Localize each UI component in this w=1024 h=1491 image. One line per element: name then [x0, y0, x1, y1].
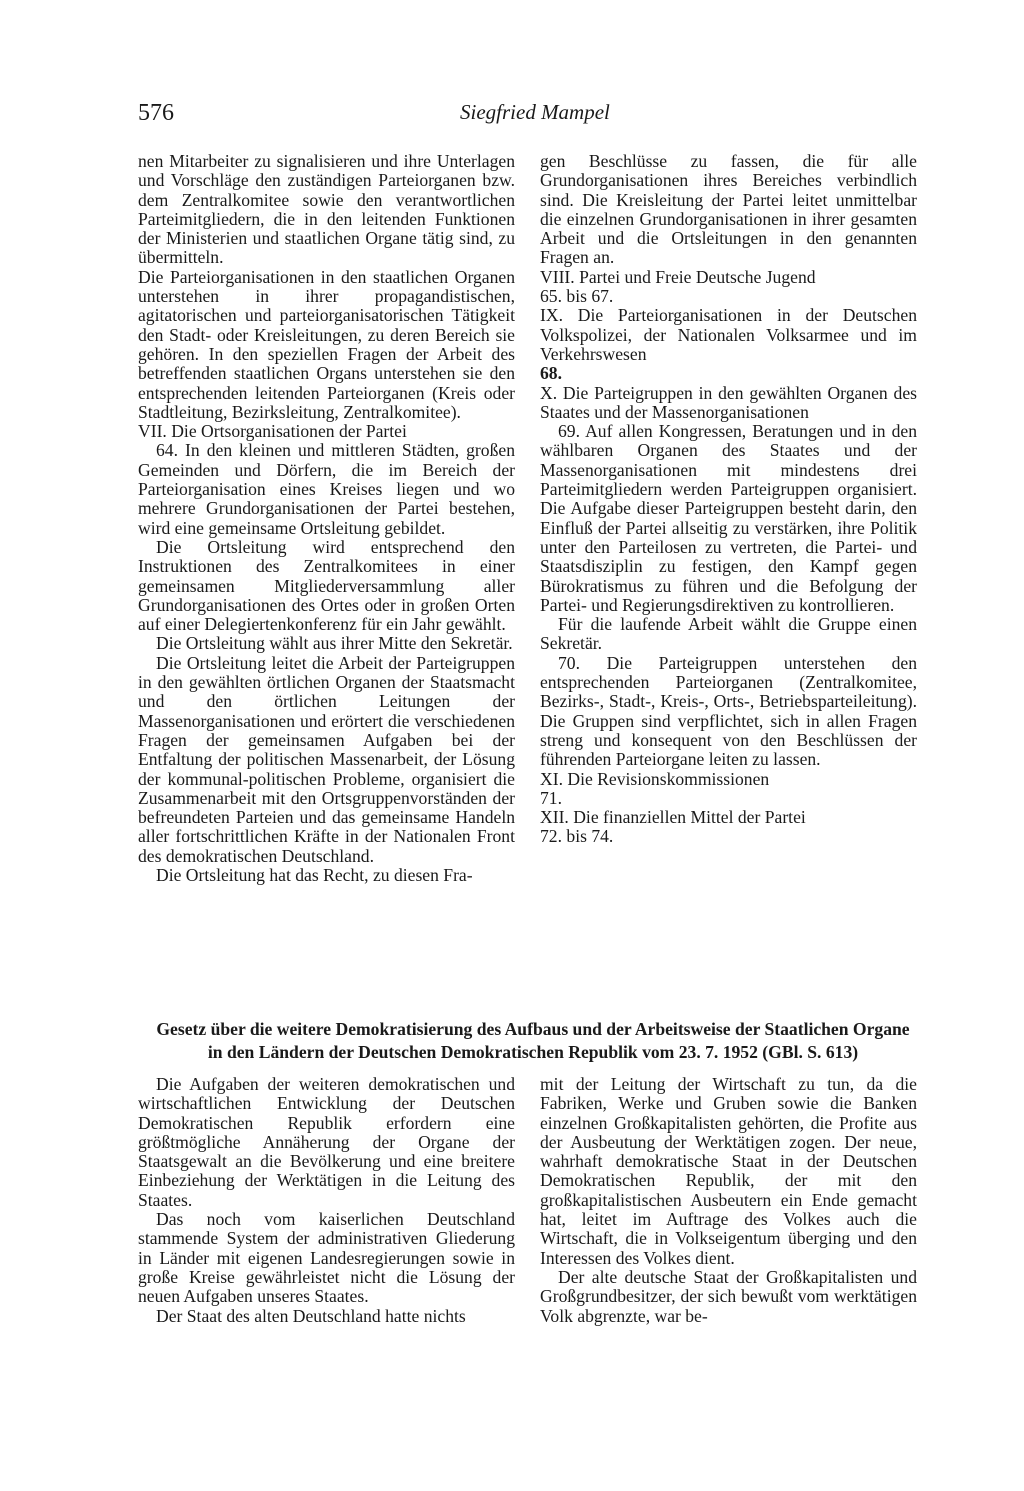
- paragraph: Der Staat des alten Deutschland hatte nichts: [156, 1305, 466, 1326]
- paragraph: Das noch vom kaiserlichen Deutschland stammende System der administrativen Gliederung in Länder mit eigenen Landesregierungen sowie in große Kreise gewährleistet nicht die Lösung der neuen Aufgaben unseres Staates.: [138, 1209, 515, 1307]
- paragraph: mit der Leitung der Wirtschaft zu tun, da die Fabriken, Werke und Gruben sowie die Banken einzelnen Großkapitalisten gehörten, die Profite aus der Ausbeutung der Werktätigen zogen. Der neue, wahrhaft demokratische Staat in der Deutschen Demokratischen Republik, der mit den großkapitalistischen Ausbeutern ein Ende gemacht hat, leitet im Auftrage des Volkes auch die Wirtschaft, die in Volkseigentum überging und den Interessen des Volkes dient.: [540, 1074, 917, 1268]
- section-number: 71.: [540, 787, 562, 808]
- section-number: 72. bis 74.: [540, 826, 614, 847]
- paragraph: Die Aufgaben der weiteren demokratischen und wirtschaftlichen Entwicklung der Deutschen Demokratischen Republik erfordern eine größtmögliche Annäherung der Organe der Staatsgewalt an die Bevölkerung und eine breitere Einbeziehung der Werktätigen in die Leitung des Staates.: [138, 1074, 515, 1210]
- section-heading: XII. Die finanziellen Mittel der Partei: [540, 807, 806, 828]
- section-heading: VIII. Partei und Freie Deutsche Jugend: [540, 266, 816, 287]
- law-title-line-2: in den Ländern der Deutschen Demokratischen Republik vom 23. 7. 1952 (GBl. S. 613): [207, 1042, 859, 1062]
- paragraph: Die Ortsleitung leitet die Arbeit der Parteigruppen in den gewählten örtlichen Organen der Staatsmacht und den örtlichen Leitungen der Massenorganisationen und erörtert die verschiedenen Fragen der gemeinsamen Aufgaben bei der Entfaltung der politischen Massenarbeit, der Lösung der kommunal-politischen Probleme, organisiert die Zusammenarbeit mit den Ortsgruppenvorständen der befreundeten Parteien und das gemeinsame Handeln aller fortschrittlichen Kräfte in der Nationalen Front des demokratischen Deutschland.: [138, 652, 515, 866]
- section-heading: IX. Die Parteiorganisationen in der Deutschen Volkspolizei, der Nationalen Volksarmee und im Verkehrswesen: [540, 305, 917, 364]
- running-head: Siegfried Mampel: [460, 100, 610, 124]
- section-number: 68.: [540, 363, 562, 384]
- paragraph: 70. Die Parteigruppen unterstehen den entsprechenden Parteiorganen (Zentralkomitee, Bezirks-, Stadt-, Kreis-, Orts-, Betriebsparteileitung). Die Gruppen sind verpflichtet, sich in allen Fragen streng und konsequent von den Beschlüssen der führenden Parteiorgane leiten zu lassen.: [540, 652, 917, 770]
- law-title-line-1: Gesetz über die weitere Demokratisierung des Aufbaus und der Arbeitsweise der Staatlichen Organe: [156, 1019, 910, 1039]
- section-number: 65. bis 67.: [540, 286, 614, 307]
- paragraph: nen Mitarbeiter zu signalisieren und ihre Unterlagen und Vorschläge den zuständigen Parteiorganen bzw. dem Zentralkomitee sowie den verantwortlichen Parteimitgliedern, die in den leitenden Funktionen der Ministerien und staatlichen Organe tätig sind, zu übermitteln.: [138, 151, 515, 268]
- page-number: 576: [138, 100, 174, 126]
- paragraph: Die Ortsleitung wird entsprechend den Instruktionen des Zentralkomitees in einer gemeinsamen Mitgliederversammlung aller Grundorganisationen des Ortes oder in großen Orten auf einer Delegiertenkonferenz für ein Jahr gewählt.: [138, 536, 515, 635]
- section-heading: VII. Die Ortsorganisationen der Partei: [138, 421, 407, 442]
- paragraph: Für die laufende Arbeit wählt die Gruppe einen Sekretär.: [540, 614, 917, 654]
- lower-right-column: [540, 1075, 917, 1326]
- paragraph: Die Ortsleitung hat das Recht, zu diesen Fra-: [156, 864, 473, 885]
- upper-left-column: [138, 152, 515, 885]
- paragraph: Die Ortsleitung wählt aus ihrer Mitte den Sekretär.: [156, 633, 513, 654]
- section-heading: XI. Die Revisionskommissionen: [540, 768, 770, 789]
- law-title: [138, 1018, 928, 1064]
- paragraph: gen Beschlüsse zu fassen, die für alle Grundorganisationen ihres Bereiches verbindlich sind. Die Kreisleitung der Partei leitet unmittelbar die einzelnen Grundorganisationen in ihrer gesamten Arbeit und die Ortsleitungen in den genannten Fragen an.: [540, 151, 917, 268]
- paragraph: 64. In den kleinen und mittleren Städten, großen Gemeinden und Dörfern, die im Bereich der Parteiorganisation eines Kreises liegen und wo mehrere Grundorganisationen der Partei bestehen, wird eine gemeinsame Ortsleitung gebildet.: [138, 440, 515, 538]
- paragraph: Die Parteiorganisationen in den staatlichen Organen unterstehen in ihrer propagandistischen, agitatorischen und parteiorganisatorischen Tätigkeit den Stadt- oder Kreisleitungen, zu deren Bereich sie gehören. In den speziellen Fragen der Arbeit des betreffenden staatlichen Organs unterstehen sie den entsprechenden leitenden Parteiorganen (Kreis oder Stadtleitung, Bezirksleitung, Zentralkomitee).: [138, 266, 515, 422]
- upper-right-column: [540, 152, 917, 847]
- paragraph: Der alte deutsche Staat der Großkapitalisten und Großgrundbesitzer, der sich bewußt vom werktätigen Volk abgrenzte, war be-: [540, 1266, 917, 1326]
- section-heading: X. Die Parteigruppen in den gewählten Organen des Staates und der Massenorganisationen: [540, 382, 917, 422]
- paragraph: 69. Auf allen Kongressen, Beratungen und in den wählbaren Organen des Staates und der Massenorganisationen mit mindestens drei Parteimitgliedern werden Parteigruppen organisiert. Die Aufgabe dieser Parteigruppen besteht darin, den Einfluß der Partei allseitig zu verstärken, ihre Politik unter den Parteilosen zu vertreten, die Partei- und Staatsdisziplin zu festigen, den Kampf gegen Bürokratismus zu führen und die Befolgung der Partei- und Regierungsdirektiven zu kontrollieren.: [540, 421, 917, 615]
- lower-left-column: [138, 1075, 515, 1326]
